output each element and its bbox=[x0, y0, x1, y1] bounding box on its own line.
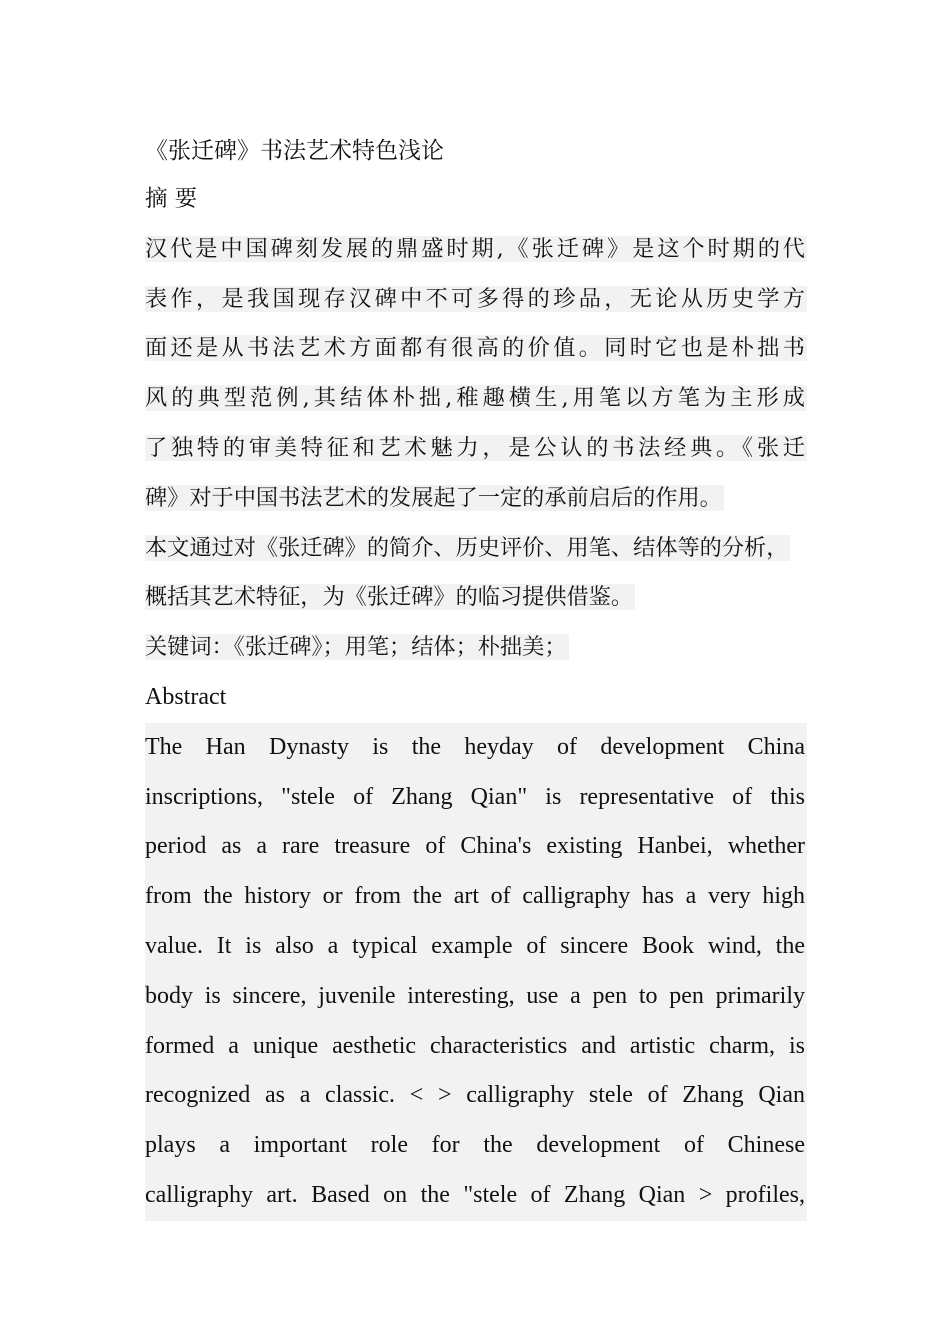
abstract-zh-line: 风的典型范例,其结体朴拙,稚趣横生,用笔以方笔为主形成 bbox=[145, 385, 805, 412]
abstract-zh-line: 本文通过对《张迁碑》的简介、历史评价、用笔、结体等的分析， bbox=[145, 534, 789, 561]
abstract-en-line: calligraphy art. Based on the "stele of Zhang Qian > profiles, bbox=[145, 1171, 807, 1221]
abstract-en-line: body is sincere, juvenile interesting, use a pen to pen primarily bbox=[145, 972, 807, 1022]
abstract-en-line: formed a unique aesthetic characteristics and artistic charm, is bbox=[145, 1022, 807, 1072]
abstract-zh-line: 表作，是我国现存汉碑中不可多得的珍品，无论从历史学方 bbox=[145, 285, 805, 312]
abstract-paragraph-zh bbox=[145, 225, 807, 673]
abstract-heading-en: Abstract bbox=[145, 683, 227, 710]
abstract-en-line: from the history or from the art of calligraphy has a very high bbox=[145, 872, 807, 922]
abstract-en-line: plays a important role for the development of Chinese bbox=[145, 1121, 807, 1171]
abstract-en-line: period as a rare treasure of China's existing Hanbei, whether bbox=[145, 822, 807, 872]
abstract-zh-line: 概括其艺术特征，为《张迁碑》的临习提供借鉴。 bbox=[145, 584, 634, 611]
abstract-en-line: The Han Dynasty is the heyday of development China bbox=[145, 723, 807, 773]
document-title: 《张迁碑》书法艺术特色浅论 bbox=[145, 138, 444, 164]
abstract-en-line: inscriptions, "stele of Zhang Qian" is representative of this bbox=[145, 773, 807, 823]
abstract-zh-line: 了独特的审美特征和艺术魅力，是公认的书法经典。《张迁 bbox=[145, 434, 805, 461]
abstract-zh-line: 碑》对于中国书法艺术的发展起了一定的承前启后的作用。 bbox=[145, 484, 722, 511]
abstract-zh-line: 汉代是中国碑刻发展的鼎盛时期,《张迁碑》是这个时期的代 bbox=[145, 235, 805, 262]
abstract-en-line: value. It is also a typical example of sincere Book wind, the bbox=[145, 922, 807, 972]
abstract-en-line: recognized as a classic. < > calligraphy stele of Zhang Qian bbox=[145, 1071, 807, 1121]
keywords-line: 关键词：《张迁碑》；用笔；结体；朴拙美； bbox=[145, 634, 567, 661]
abstract-zh-line: 面还是从书法艺术方面都有很高的价值。同时它也是朴拙书 bbox=[145, 335, 805, 362]
abstract-paragraph-en bbox=[145, 723, 807, 1221]
document-body bbox=[145, 127, 807, 1221]
abstract-heading-zh: 摘 要 bbox=[145, 186, 198, 212]
